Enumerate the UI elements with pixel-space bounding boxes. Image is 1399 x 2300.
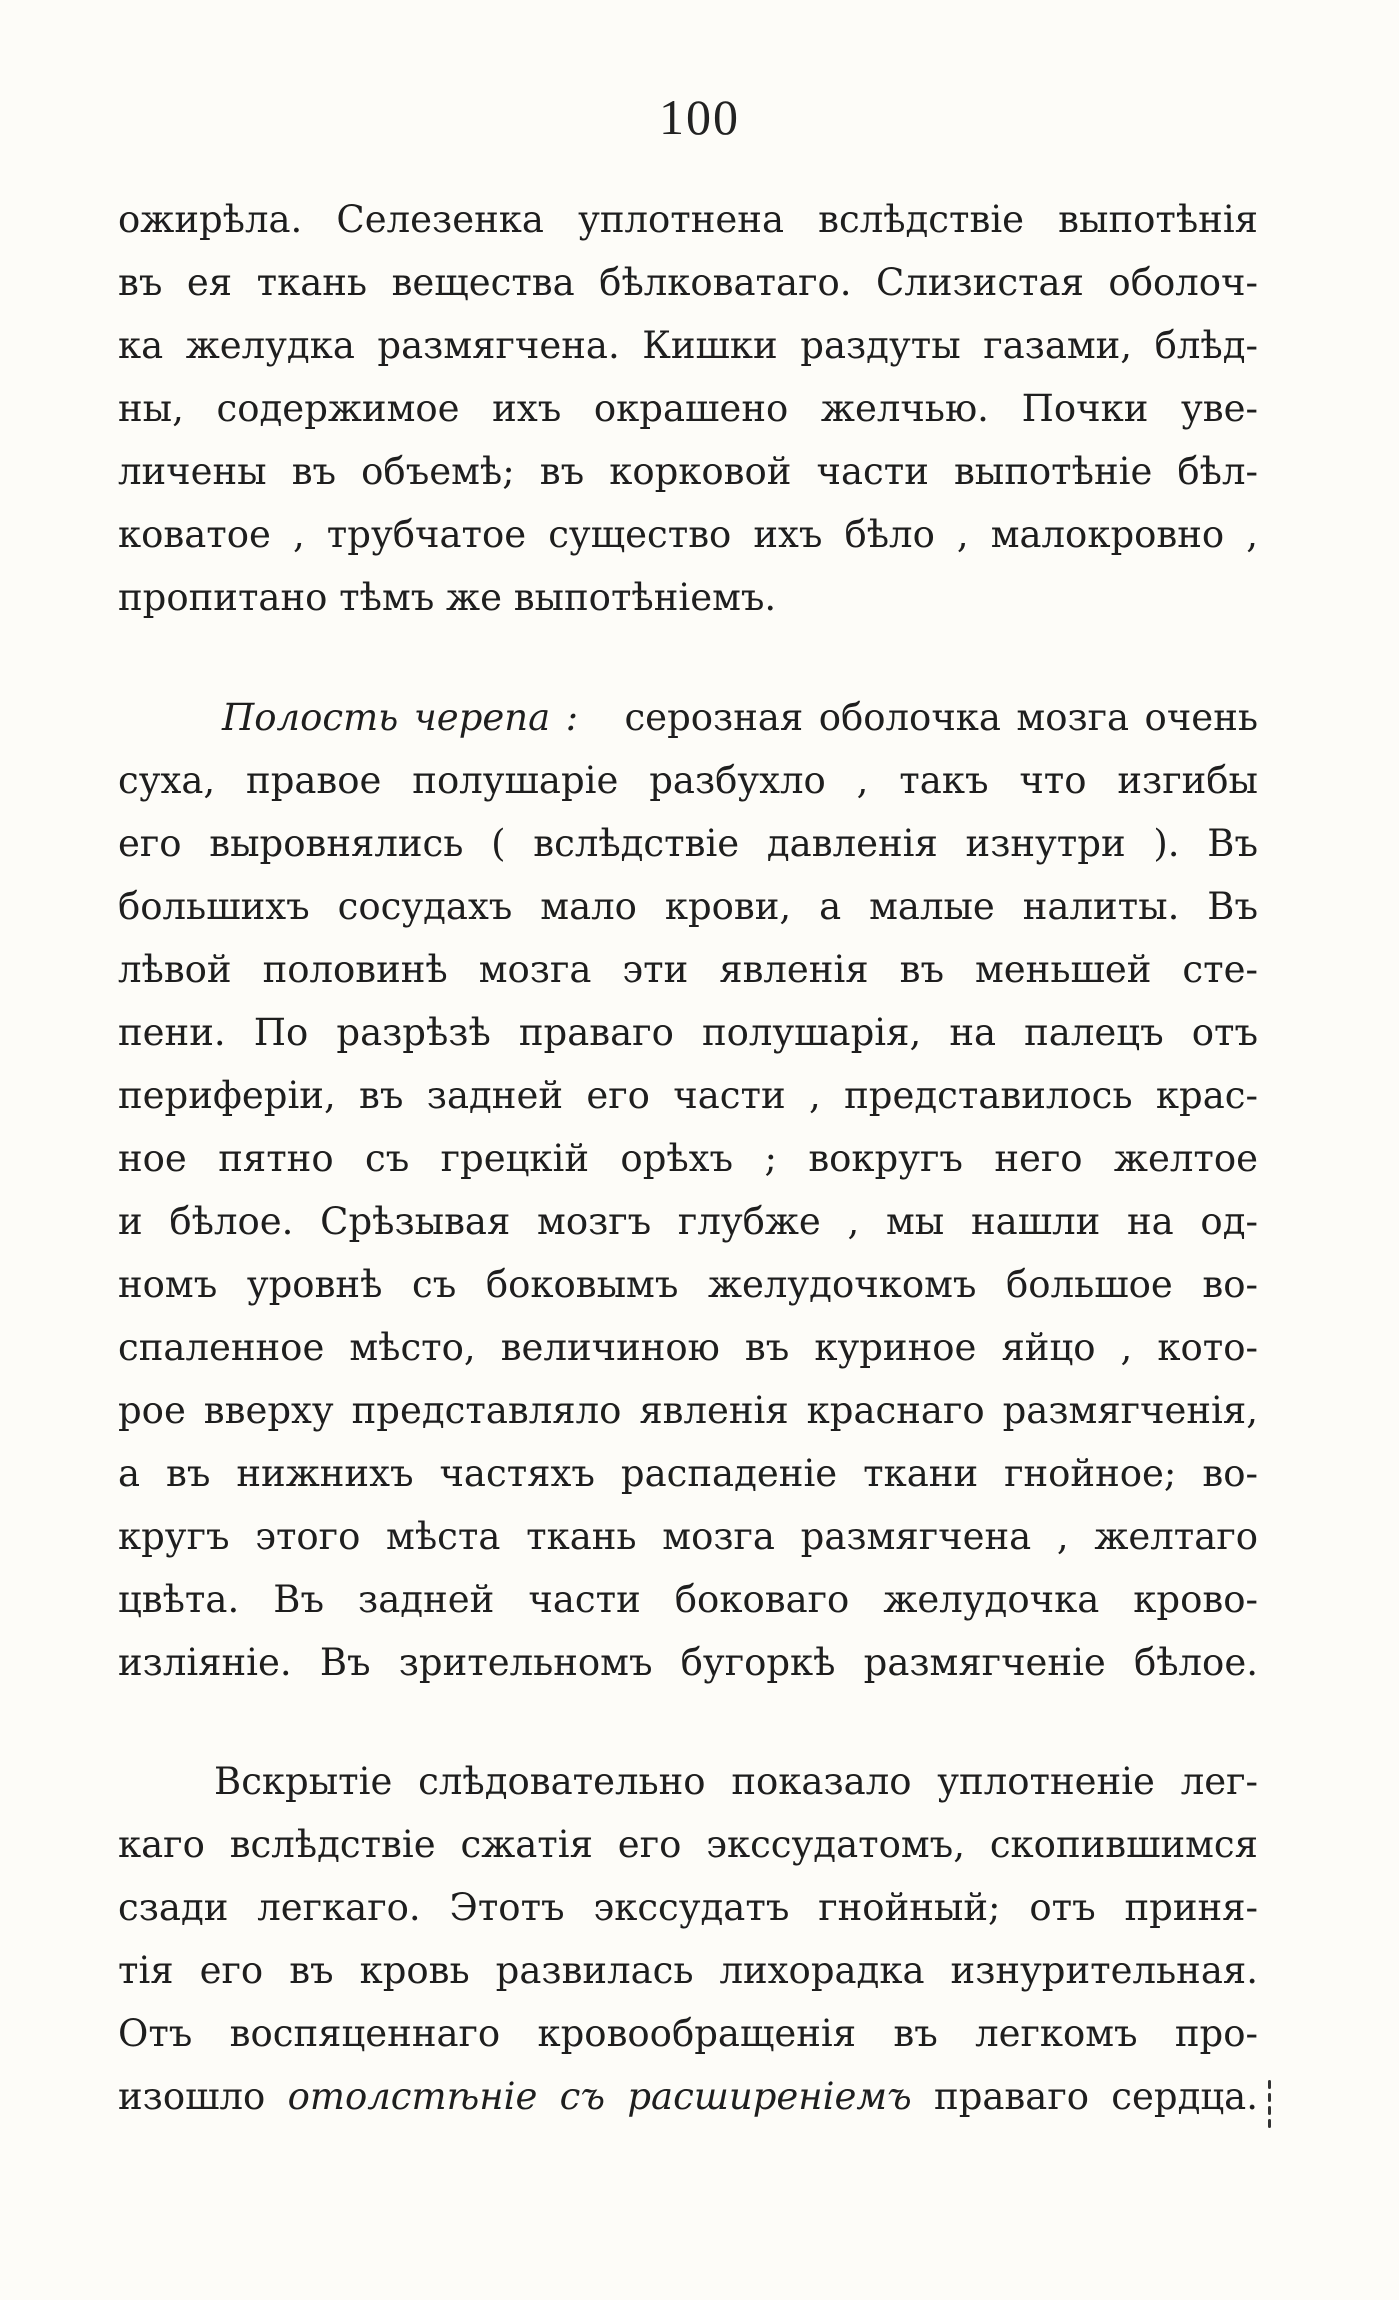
text-fragment: праваго сердца.: [934, 2075, 1258, 2118]
text-line: ны, содержимое ихъ окрашено желчью. Почки уве-: [118, 387, 1258, 430]
text-line: въ ея ткань вещества бѣлковатаго. Слизистая оболоч-: [118, 261, 1258, 304]
text-line-first: Вскрытіе слѣдовательно показало уплотненіе лег-: [214, 1760, 1258, 1803]
paragraph-2: [118, 686, 1258, 1694]
text-fragment: серозная оболочка мозга очень: [624, 696, 1258, 739]
text-line: личены въ объемѣ; въ корковой части выпотѣніе бѣл-: [118, 450, 1258, 493]
text-line: номъ уровнѣ съ боковымъ желудочкомъ большое во-: [118, 1263, 1258, 1306]
text-line: Отъ воспяценнаго кровообращенія въ легкомъ про-: [118, 2012, 1258, 2055]
text-line-first: [118, 686, 1258, 749]
text-line: изліяніе. Въ зрительномъ бугоркѣ размягченіе бѣлое.: [118, 1641, 1258, 1684]
margin-ink-mark: [1262, 2080, 1276, 2150]
italic-phrase: отолстѣніе съ расширеніемъ: [287, 2075, 912, 2118]
text-fragment: изошло: [118, 2075, 266, 2118]
text-line: рое вверху представляло явленія краснаго размягченія,: [118, 1389, 1258, 1432]
text-line: и бѣлое. Срѣзывая мозгъ глубже , мы нашли на од-: [118, 1200, 1258, 1243]
text-line: спаленное мѣсто, величиною въ куриное яйцо , кото-: [118, 1326, 1258, 1369]
text-line: коватое , трубчатое существо ихъ бѣло , малокровно ,: [118, 513, 1258, 556]
text-line: пени. По разрѣзѣ праваго полушарія, на палецъ отъ: [118, 1011, 1258, 1054]
text-line: его выровнялись ( вслѣдствіе давленія изнутри ). Въ: [118, 822, 1258, 865]
text-line: тія его въ кровь развилась лихорадка изнурительная.: [118, 1949, 1258, 1992]
paragraph-1: [118, 188, 1258, 629]
text-line: периферіи, въ задней его части , представилось крас-: [118, 1074, 1258, 1117]
text-line: цвѣта. Въ задней части боковаго желудочка крово-: [118, 1578, 1258, 1621]
text-line: ожирѣла. Селезенка уплотнена вслѣдствіе выпотѣнія: [118, 198, 1258, 241]
ink-dot: [1268, 2080, 1271, 2089]
text-line: ка желудка размягчена. Кишки раздуты газами, блѣд-: [118, 324, 1258, 367]
text-line: суха, правое полушаріе разбухло , такъ что изгибы: [118, 759, 1258, 802]
text-line: каго вслѣдствіе сжатія его экссудатомъ, скопившимся: [118, 1823, 1258, 1866]
page-number: 100: [659, 89, 740, 145]
ink-dot: [1268, 2106, 1271, 2115]
text-line: пропитано тѣмъ же выпотѣніемъ.: [118, 576, 777, 619]
text-line: кругъ этого мѣста ткань мозга размягчена , желтаго: [118, 1515, 1258, 1558]
paragraph-3: [118, 1750, 1258, 2128]
text-line: большихъ сосудахъ мало крови, а малые налиты. Въ: [118, 885, 1258, 928]
text-line: а въ нижнихъ частяхъ распаденіе ткани гнойное; во-: [118, 1452, 1258, 1495]
ink-dot: [1268, 2119, 1271, 2128]
text-line: сзади легкаго. Этотъ экссудатъ гнойный; отъ приня-: [118, 1886, 1258, 1929]
text-line: лѣвой половинѣ мозга эти явленія въ меньшей сте-: [118, 948, 1258, 991]
section-heading-italic: Полость черепа :: [222, 696, 579, 739]
text-line-last: [118, 2065, 1258, 2128]
text-line: ное пятно съ грецкій орѣхъ ; вокругъ него желтое: [118, 1137, 1258, 1180]
ink-dot: [1268, 2093, 1271, 2102]
